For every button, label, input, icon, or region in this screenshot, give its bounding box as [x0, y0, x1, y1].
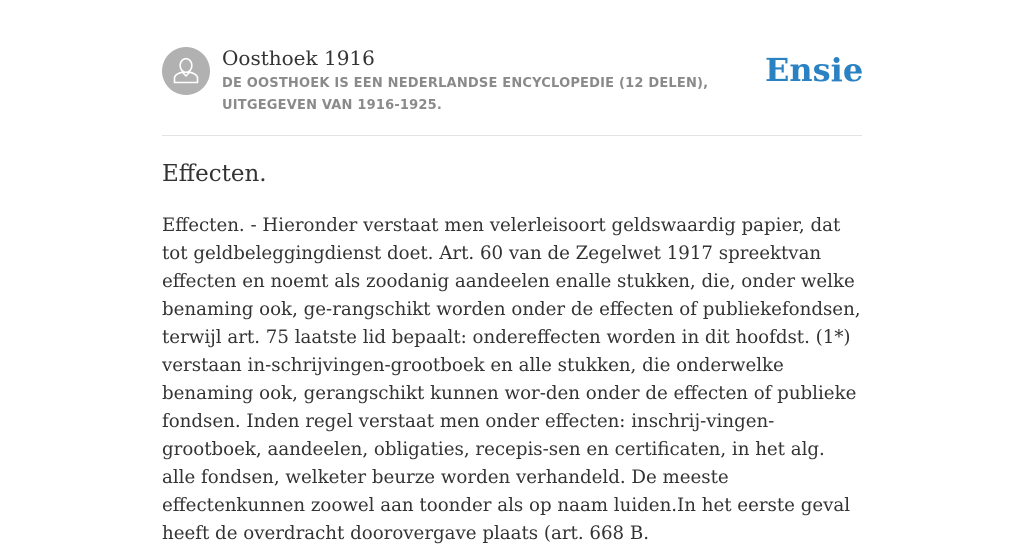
- source-description: DE OOSTHOEK IS EEN NEDERLANDSE ENCYCLOPEDIE (12 DELEN), UITGEGEVEN VAN 1916-1925.: [222, 76, 709, 113]
- source-header: [162, 46, 862, 116]
- ensie-logo[interactable]: Ensie: [765, 51, 864, 89]
- header-divider: [162, 135, 862, 136]
- entry-title: Effecten.: [162, 161, 267, 187]
- source-title[interactable]: Oosthoek 1916: [222, 46, 375, 70]
- user-placeholder-icon: [162, 47, 210, 95]
- entry-body: Effecten. - Hieronder verstaat men velerleisoort geldswaardig papier, dat tot geldbeleggingdienst doet. Art. 60 van de Zegelwet 1917 spreektvan effecten en noemt als zoodanig aandeelen enalle stukken, die, onder welke benaming ook, ge-rangschikt worden onder de effecten of publiekefondsen, terwijl art. 75 laatste lid bepaalt: ondereffecten worden in dit hoofdst. (1*) verstaan in-schrijvingen-grootboek en alle stukken, die onderwelke benaming ook, gerangschikt kunnen wor-den onder de effecten of publieke fondsen. Inden regel verstaat men onder effecten: inschrij-vingen-grootboek, aandeelen, obligaties, recepis-sen en certificaten, in het alg. alle fondsen, welketer beurze worden verhandeld. De meeste effectenkunnen zoowel aan toonder als op naam luiden.In het eerste geval heeft de overdracht doorovergave plaats (art. 668 B.: [162, 215, 861, 544]
